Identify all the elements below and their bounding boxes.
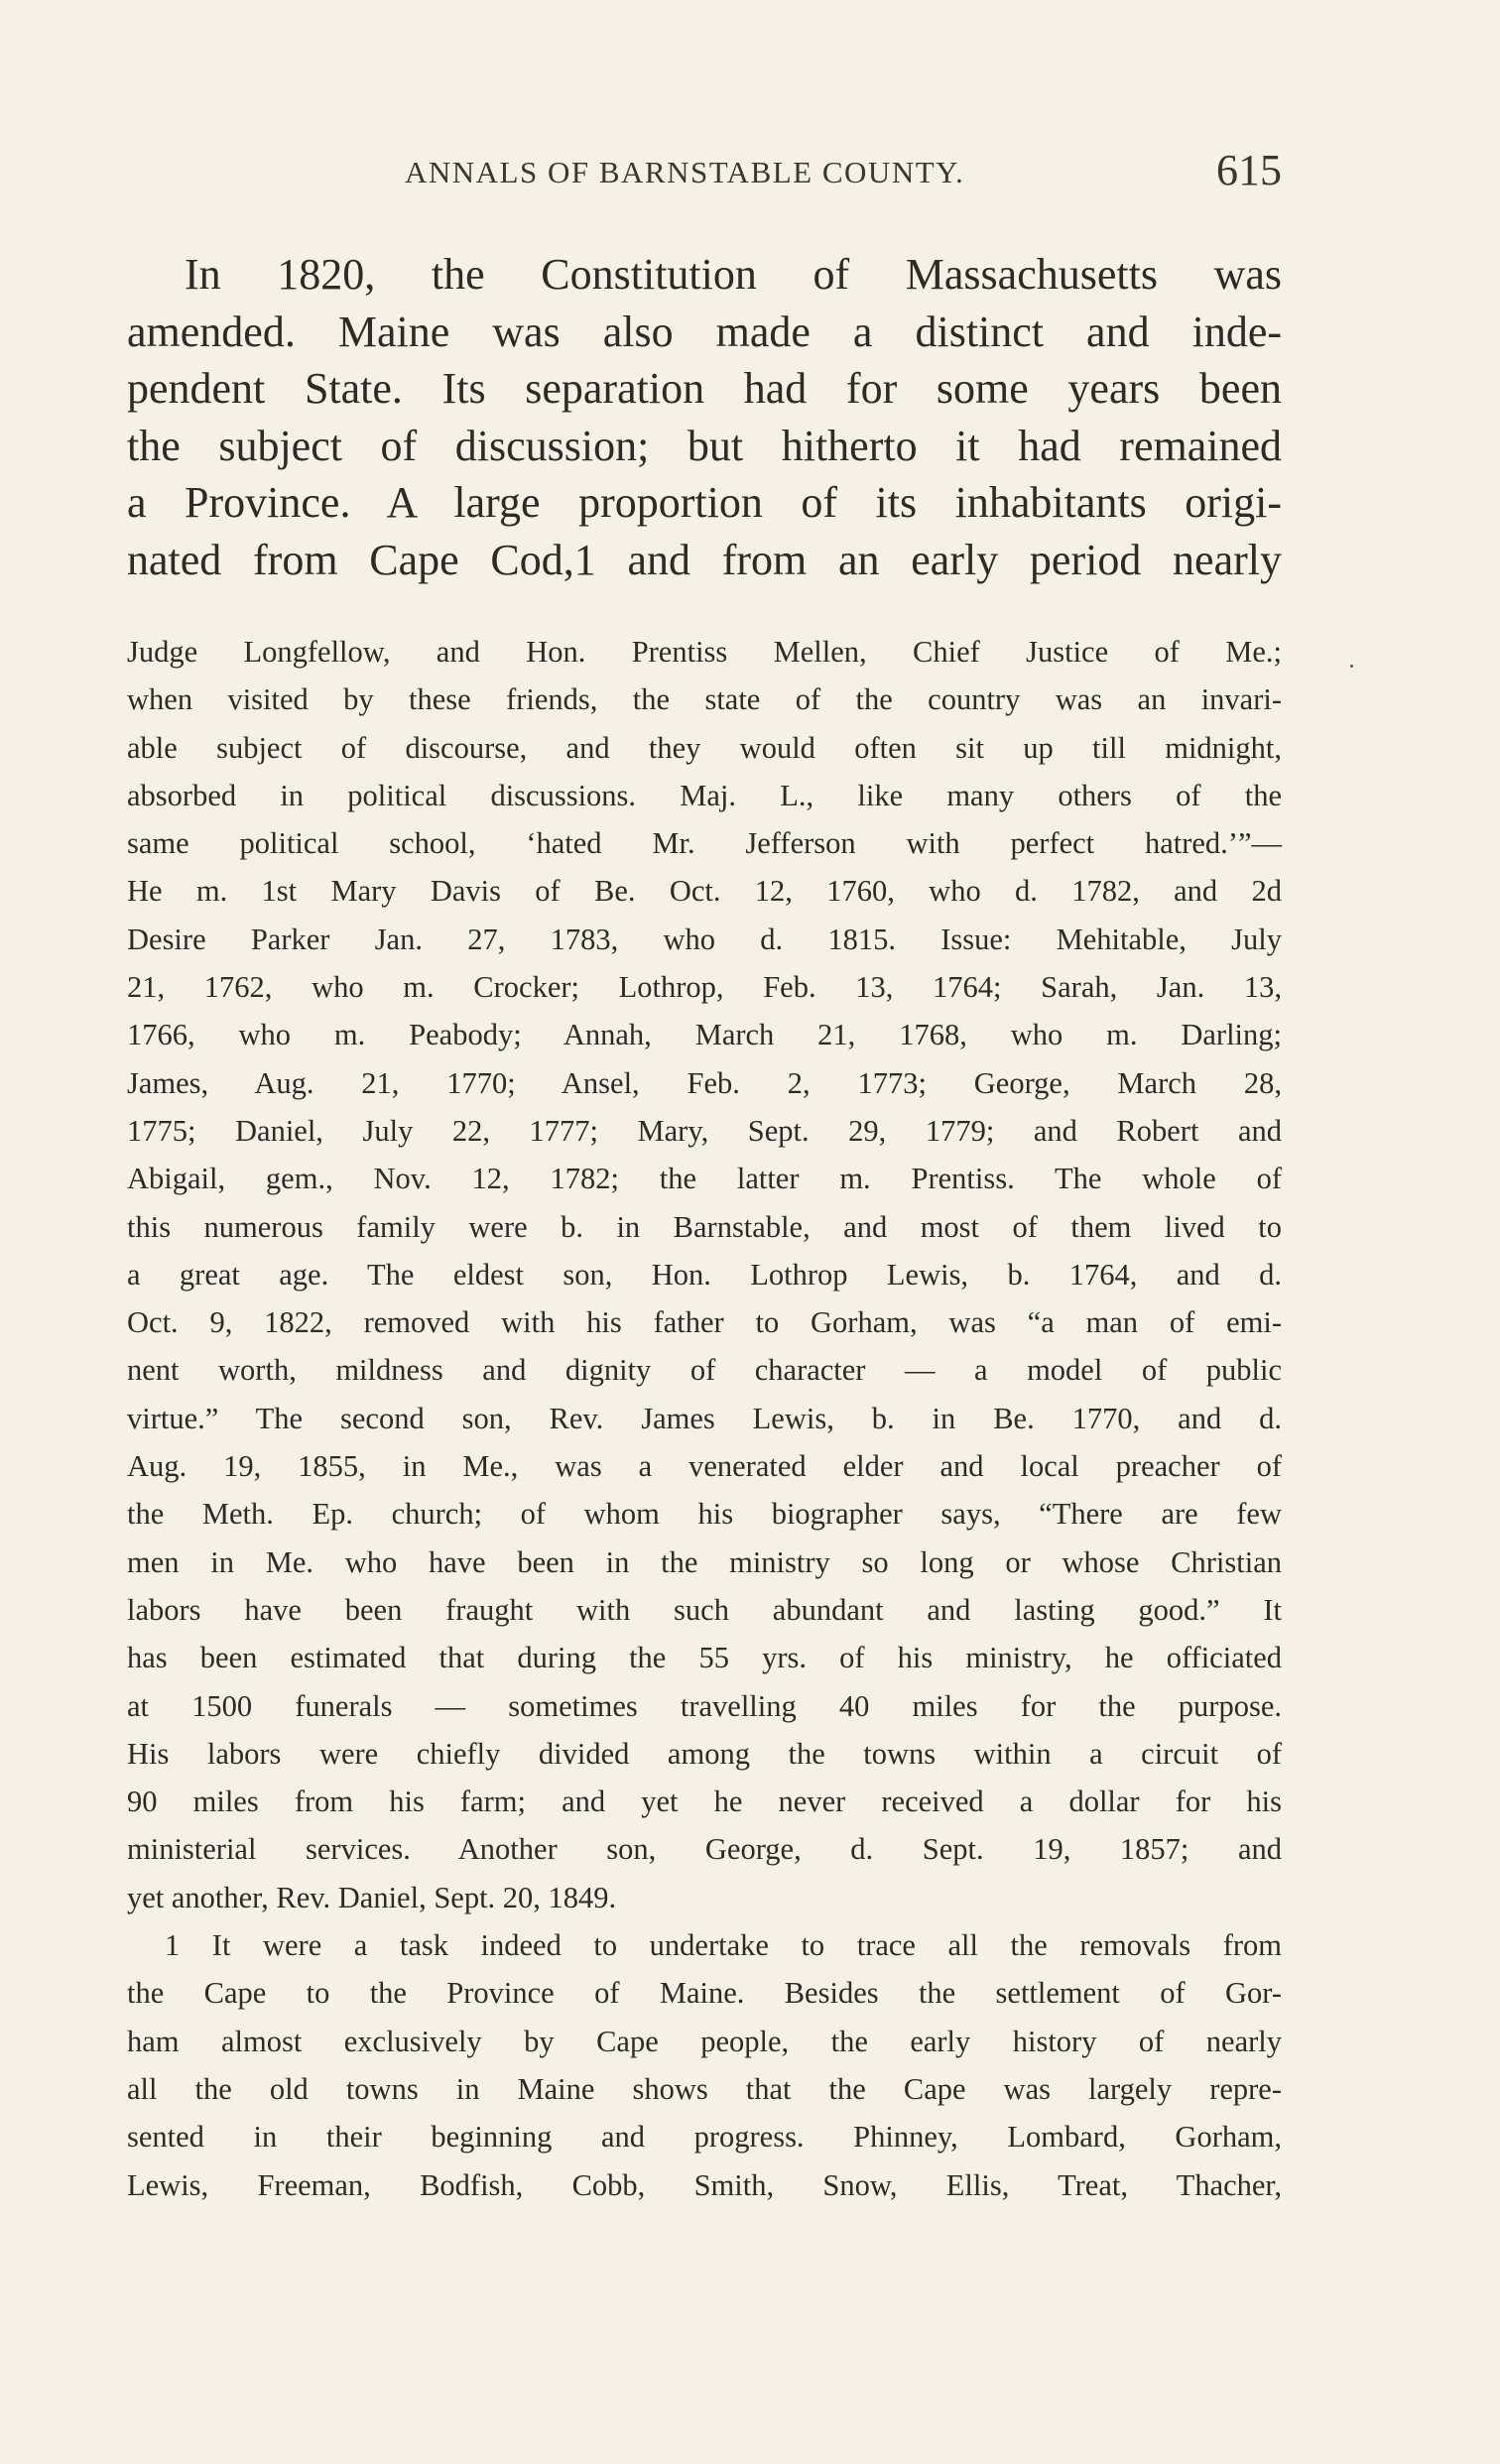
main-paragraph — [127, 246, 1282, 588]
running-title: ANNALS OF BARNSTABLE COUNTY. — [405, 155, 965, 189]
footnote-line: James, Aug. 21, 1770; Ansel, Feb. 2, 1773; George, March 28, — [127, 1065, 1282, 1100]
footnote-1 — [127, 1921, 1282, 2209]
footnote-line: 21, 1762, who m. Crocker; Lothrop, Feb. 13, 1764; Sarah, Jan. 13, — [127, 970, 1282, 1005]
main-text-line: a Province. A large proportion of its inhabitants origi- — [127, 478, 1282, 527]
footnote-line: labors have been fraught with such abundant and lasting good.” It — [127, 1592, 1282, 1627]
footnote-line: absorbed in political discussions. Maj. L., like many others of the — [127, 778, 1282, 812]
footnote-line: Judge Longfellow, and Hon. Prentiss Mellen, Chief Justice of Me.; — [127, 635, 1282, 669]
footnote-line: Desire Parker Jan. 27, 1783, who d. 1815. Issue: Mehitable, July — [127, 922, 1282, 956]
footnote-line: 1 It were a task indeed to undertake to trace all the removals from — [165, 1928, 1282, 1963]
footnote-line: this numerous family were b. in Barnstable, and most of them lived to — [127, 1209, 1282, 1244]
footnote-line: His labors were chiefly divided among the towns within a circuit of — [127, 1736, 1282, 1771]
footnote-line: Lewis, Freeman, Bodfish, Cobb, Smith, Snow, Ellis, Treat, Thacher, — [127, 2167, 1282, 2202]
footnote-line: 1775; Daniel, July 22, 1777; Mary, Sept. 29, 1779; and Robert and — [127, 1113, 1282, 1148]
footnote-line: sented in their beginning and progress. Phinney, Lombard, Gorham, — [127, 2120, 1282, 2155]
footnotes — [127, 628, 1282, 2209]
main-text-line: In 1820, the Constitution of Massachusetts was — [185, 250, 1282, 299]
footnote-line: yet another, Rev. Daniel, Sept. 20, 1849. — [127, 1880, 617, 1914]
footnote-line: 90 miles from his farm; and yet he never received a dollar for his — [127, 1785, 1282, 1819]
footnote-line: 1766, who m. Peabody; Annah, March 21, 1768, who m. Darling; — [127, 1018, 1282, 1052]
footnote-line: a great age. The eldest son, Hon. Lothrop Lewis, b. 1764, and d. — [127, 1257, 1282, 1292]
footnote-line: ham almost exclusively by Cape people, the early history of nearly — [127, 2024, 1282, 2058]
footnote-line: Abigail, gem., Nov. 12, 1782; the latter m. Prentiss. The whole of — [127, 1162, 1282, 1196]
page-blemish — [1350, 665, 1353, 668]
footnote-line: at 1500 funerals — sometimes travelling 40 miles for the purpose. — [127, 1688, 1282, 1723]
footnote-line: Oct. 9, 1822, removed with his father to Gorham, was “a man of emi- — [127, 1305, 1282, 1340]
main-text-line: the subject of discussion; but hitherto it had remained — [127, 421, 1282, 470]
footnote-line: He m. 1st Mary Davis of Be. Oct. 12, 1760, who d. 1782, and 2d — [127, 874, 1282, 909]
main-text-line: amended. Maine was also made a distinct and inde- — [127, 307, 1282, 356]
footnote-line: when visited by these friends, the state of the country was an invari- — [127, 682, 1282, 717]
footnote-line: the Cape to the Province of Maine. Besides the settlement of Gor- — [127, 1976, 1282, 2011]
main-text-line: pendent State. Its separation had for some years been — [127, 364, 1282, 413]
footnote-line: virtue.” The second son, Rev. James Lewis, b. in Be. 1770, and d. — [127, 1401, 1282, 1435]
footnote-line: same political school, ‘hated Mr. Jefferson with perfect hatred.’”— — [127, 826, 1282, 861]
running-head — [127, 146, 1282, 200]
footnote-line: all the old towns in Maine shows that the Cape was largely repre- — [127, 2071, 1282, 2106]
footnote-line: Aug. 19, 1855, in Me., was a venerated elder and local preacher of — [127, 1449, 1282, 1484]
page-number: 615 — [1216, 146, 1282, 194]
footnote-line: able subject of discourse, and they would often sit up till midnight, — [127, 730, 1282, 765]
footnote-line: has been estimated that during the 55 yrs. of his ministry, he officiated — [127, 1641, 1282, 1675]
footnote-line: the Meth. Ep. church; of whom his biographer says, “There are few — [127, 1497, 1282, 1532]
footnote-continued — [127, 628, 1282, 1921]
main-text-line: nated from Cape Cod,1 and from an early period nearly — [127, 535, 1282, 584]
footnote-line: nent worth, mildness and dignity of character — a model of public — [127, 1353, 1282, 1388]
footnote-line: men in Me. who have been in the ministry so long or whose Christian — [127, 1544, 1282, 1579]
footnote-line: ministerial services. Another son, George, d. Sept. 19, 1857; and — [127, 1832, 1282, 1867]
